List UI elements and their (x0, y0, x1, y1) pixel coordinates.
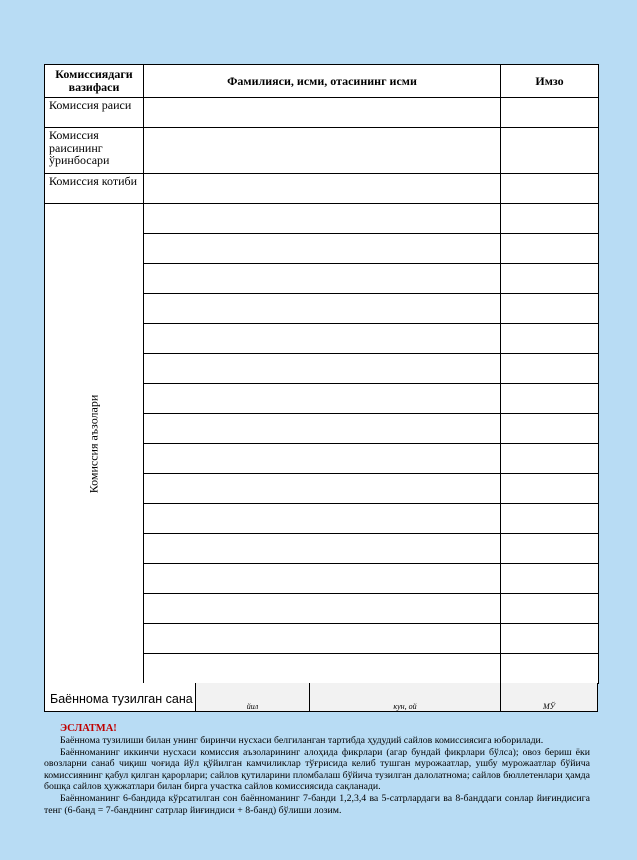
member-name-cell[interactable] (144, 594, 501, 624)
members-label-cell (45, 204, 144, 684)
member-signature-cell[interactable] (501, 294, 599, 324)
date-day-month-caption: кун, ой (393, 702, 417, 711)
role-row (45, 174, 599, 204)
member-signature-cell[interactable] (501, 234, 599, 264)
date-year-field[interactable] (196, 683, 310, 711)
member-name-cell[interactable] (144, 234, 501, 264)
member-signature-cell[interactable] (501, 324, 599, 354)
notes-section (44, 722, 590, 816)
role-row (45, 128, 599, 174)
header-name: Фамилияси, исми, отасининг исми (144, 65, 501, 98)
role-secretary: Комиссия котиби (45, 174, 144, 204)
signature-cell[interactable] (501, 174, 599, 204)
member-signature-cell[interactable] (501, 354, 599, 384)
members-label: Комиссия аъзолари (86, 394, 101, 493)
member-signature-cell[interactable] (501, 654, 599, 684)
protocol-date-row (44, 683, 598, 712)
member-signature-cell[interactable] (501, 414, 599, 444)
header-row (45, 65, 599, 98)
protocol-date-label: Баённома тузилган сана (45, 683, 196, 711)
member-name-cell[interactable] (144, 294, 501, 324)
member-name-cell[interactable] (144, 534, 501, 564)
header-signature: Имзо (501, 65, 599, 98)
member-name-cell[interactable] (144, 444, 501, 474)
member-name-cell[interactable] (144, 564, 501, 594)
notes-title: ЭСЛАТМА! (60, 723, 117, 734)
form-sheet (44, 64, 598, 712)
notes-paragraph: Баённома тузилиши билан унинг биринчи нусхаси белгиланган тартибда ҳудудий сайлов комиссиясига юборилади. (60, 735, 544, 746)
member-name-cell[interactable] (144, 384, 501, 414)
member-signature-cell[interactable] (501, 504, 599, 534)
date-year-caption: йил (246, 702, 259, 711)
member-name-cell[interactable] (144, 324, 501, 354)
notes-paragraph: Баённоманинг 6-бандида кўрсатилган сон баённоманинг 7-банди 1,2,3,4 ва 5-сатрлардаги ва 8-банддаги сонлар йиғиндисига тенг (6-банд = 7-банднинг сатрлар йиғиндиси + 8-банд) бўлиши лозим. (44, 792, 590, 816)
member-name-cell[interactable] (144, 264, 501, 294)
member-name-cell[interactable] (144, 624, 501, 654)
name-cell[interactable] (144, 128, 501, 174)
member-name-cell[interactable] (144, 354, 501, 384)
member-name-cell[interactable] (144, 474, 501, 504)
member-signature-cell[interactable] (501, 264, 599, 294)
commission-table (44, 64, 599, 684)
date-seal-field[interactable] (501, 683, 597, 711)
signature-cell[interactable] (501, 128, 599, 174)
member-signature-cell[interactable] (501, 564, 599, 594)
member-name-cell[interactable] (144, 204, 501, 234)
date-day-month-field[interactable] (310, 683, 501, 711)
notes-paragraph: Баённоманинг иккинчи нусхаси комиссия аъзоларининг алоҳида фикрлари (агар бундай фикрлари бўлса); овоз бериш ёки овозларни санаб чиқиш чоғида йўл қўйилган камчиликлар тўғрисида келиб тушган мурожаатлар, ушбу мурожаатлар бўйича комиссиянинг қабул қилган қарорлари; сайлов қутиларини пломбалаш бўйича тузилган далолатнома; сайлов бюллетенлари ҳамда бошқа сайлов ҳужжатлари билан бирга участка сайлов комиссиясида сақланади. (44, 746, 590, 793)
member-signature-cell[interactable] (501, 384, 599, 414)
signature-cell[interactable] (501, 98, 599, 128)
name-cell[interactable] (144, 98, 501, 128)
name-cell[interactable] (144, 174, 501, 204)
member-name-cell[interactable] (144, 414, 501, 444)
member-signature-cell[interactable] (501, 474, 599, 504)
member-signature-cell[interactable] (501, 534, 599, 564)
member-row (45, 204, 599, 234)
member-name-cell[interactable] (144, 654, 501, 684)
member-name-cell[interactable] (144, 504, 501, 534)
header-role: Комиссиядаги вазифаси (45, 65, 144, 98)
role-row (45, 98, 599, 128)
role-chairman: Комиссия раиси (45, 98, 144, 128)
member-signature-cell[interactable] (501, 204, 599, 234)
role-deputy: Комиссия раисининг ўринбосари (45, 128, 144, 174)
member-signature-cell[interactable] (501, 594, 599, 624)
member-signature-cell[interactable] (501, 444, 599, 474)
date-seal-caption: МЎ (542, 702, 556, 711)
member-signature-cell[interactable] (501, 624, 599, 654)
